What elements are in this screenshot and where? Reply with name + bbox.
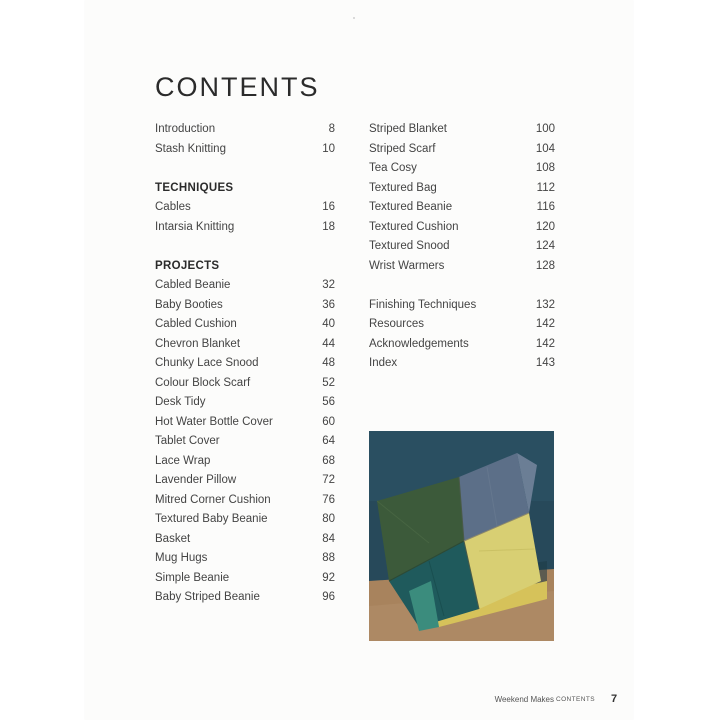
toc-entry[interactable] <box>155 432 335 452</box>
toc-entry-page: 8 <box>328 123 335 135</box>
toc-left-column <box>155 120 335 608</box>
toc-entry-page: 143 <box>535 357 555 369</box>
toc-entry-label: Chunky Lace Snood <box>155 357 259 369</box>
toc-entry-page: 100 <box>535 123 555 135</box>
toc-entry-label: Striped Blanket <box>369 123 447 135</box>
toc-entry[interactable] <box>155 140 335 160</box>
toc-entry-page: 124 <box>535 240 555 252</box>
section-heading-projects: PROJECTS <box>155 259 220 272</box>
toc-entry-page: 32 <box>322 279 335 291</box>
toc-entry-label: Mug Hugs <box>155 552 208 564</box>
toc-entry-page: 44 <box>322 337 335 350</box>
toc-entry[interactable] <box>155 530 335 550</box>
toc-entry[interactable] <box>155 569 335 589</box>
footer-section-label: CONTENTS <box>556 696 595 703</box>
toc-entry-label: Striped Scarf <box>369 142 436 155</box>
cushion-illustration <box>369 431 554 641</box>
toc-entry[interactable] <box>155 510 335 530</box>
toc-entry-page: 16 <box>322 201 335 213</box>
toc-entry[interactable] <box>155 335 335 355</box>
toc-entry[interactable] <box>369 198 555 218</box>
section-heading-techniques: TECHNIQUES <box>155 181 234 194</box>
spacer <box>155 237 335 257</box>
toc-entry-page: 48 <box>322 357 335 369</box>
toc-entry-page: 80 <box>322 513 335 525</box>
toc-entry-label: Lace Wrap <box>155 454 211 467</box>
toc-entry-label: Acknowledgements <box>369 337 469 350</box>
toc-entry-label: Basket <box>155 532 191 545</box>
toc-entry-page: 64 <box>322 435 335 447</box>
toc-entry-page: 52 <box>322 376 335 389</box>
toc-entry[interactable] <box>369 179 555 199</box>
toc-entry-label: Lavender Pillow <box>155 474 237 486</box>
toc-entry-label: Wrist Warmers <box>369 259 445 272</box>
toc-entry[interactable] <box>155 198 335 218</box>
toc-entry-page: 68 <box>322 454 335 467</box>
page-footer <box>0 695 720 707</box>
toc-entry-page: 18 <box>322 220 335 233</box>
toc-entry-label: Baby Striped Beanie <box>155 591 260 603</box>
toc-entry[interactable] <box>155 471 335 491</box>
toc-entry-page: 10 <box>322 142 335 155</box>
toc-entry-page: 116 <box>536 201 555 213</box>
toc-entry-label: Desk Tidy <box>155 396 206 408</box>
toc-entry-page: 108 <box>535 162 555 174</box>
toc-right-column <box>369 120 555 374</box>
toc-entry-page: 56 <box>322 396 335 408</box>
toc-entry-label: Intarsia Knitting <box>155 220 235 233</box>
toc-entry[interactable] <box>369 237 555 257</box>
toc-entry-label: Hot Water Bottle Cover <box>155 415 273 428</box>
toc-entry-label: Cabled Cushion <box>155 318 237 330</box>
toc-entry-label: Tablet Cover <box>155 435 220 447</box>
toc-entry[interactable] <box>155 393 335 413</box>
toc-entry-page: 142 <box>535 337 555 350</box>
toc-entry[interactable] <box>155 296 335 316</box>
toc-entry[interactable] <box>155 549 335 569</box>
toc-entry[interactable] <box>155 452 335 472</box>
toc-entry[interactable] <box>369 257 555 277</box>
toc-entry[interactable] <box>155 374 335 394</box>
toc-entry-page: 40 <box>322 318 335 330</box>
toc-entry-label: Textured Cushion <box>369 220 459 233</box>
toc-entry-page: 88 <box>322 552 335 564</box>
toc-entry-label: Textured Snood <box>369 240 450 252</box>
toc-entry[interactable] <box>369 140 555 160</box>
toc-entry-label: Cabled Beanie <box>155 279 231 291</box>
toc-entry-label: Introduction <box>155 123 216 135</box>
toc-entry[interactable] <box>155 491 335 511</box>
toc-entry-page: 36 <box>322 298 335 311</box>
toc-entry-page: 84 <box>322 532 335 545</box>
toc-entry-label: Stash Knitting <box>155 142 226 155</box>
toc-entry[interactable] <box>155 276 335 296</box>
toc-entry[interactable] <box>369 218 555 238</box>
toc-entry[interactable] <box>155 315 335 335</box>
toc-entry[interactable] <box>155 218 335 238</box>
toc-entry-page: 96 <box>322 591 335 603</box>
footer-page-number: 7 <box>611 693 618 705</box>
toc-entry-label: Resources <box>369 318 424 330</box>
toc-entry-page: 132 <box>535 298 555 311</box>
toc-entry-page: 112 <box>536 181 555 194</box>
toc-entry[interactable] <box>155 413 335 433</box>
toc-entry-page: 72 <box>322 474 335 486</box>
spacer <box>155 159 335 179</box>
toc-entry[interactable] <box>369 159 555 179</box>
toc-entry-label: Tea Cosy <box>369 162 417 174</box>
toc-entry[interactable] <box>369 335 555 355</box>
toc-entry[interactable] <box>155 354 335 374</box>
toc-entry[interactable] <box>369 120 555 140</box>
toc-entry[interactable] <box>369 315 555 335</box>
toc-entry[interactable] <box>369 296 555 316</box>
toc-entry-label: Cables <box>155 201 191 213</box>
page-speck <box>353 17 355 19</box>
toc-entry-label: Textured Beanie <box>369 201 453 213</box>
cushion-photo <box>369 431 554 641</box>
toc-entry-label: Finishing Techniques <box>369 298 477 311</box>
toc-entry[interactable] <box>155 120 335 140</box>
toc-entry-label: Textured Baby Beanie <box>155 513 268 525</box>
toc-entry-page: 104 <box>535 142 555 155</box>
toc-entry-label: Mitred Corner Cushion <box>155 493 271 506</box>
toc-entry-page: 92 <box>322 571 335 584</box>
toc-entry-page: 120 <box>535 220 555 233</box>
toc-entry-label: Chevron Blanket <box>155 337 241 350</box>
toc-entry-label: Baby Booties <box>155 298 223 311</box>
footer-book-title: Weekend Makes <box>494 695 554 704</box>
toc-entry[interactable] <box>369 354 555 374</box>
toc-entry-label: Colour Block Scarf <box>155 376 251 389</box>
toc-entry-label: Simple Beanie <box>155 571 230 584</box>
toc-entry-label: Textured Bag <box>369 181 437 194</box>
toc-entry-page: 128 <box>535 259 555 272</box>
toc-entry-label: Index <box>369 357 398 369</box>
spacer <box>369 276 555 296</box>
toc-entry-page: 142 <box>535 318 555 330</box>
page-title: CONTENTS <box>155 72 320 102</box>
toc-entry-page: 76 <box>322 493 335 506</box>
toc-entry-page: 60 <box>322 415 335 428</box>
toc-entry[interactable] <box>155 588 335 608</box>
